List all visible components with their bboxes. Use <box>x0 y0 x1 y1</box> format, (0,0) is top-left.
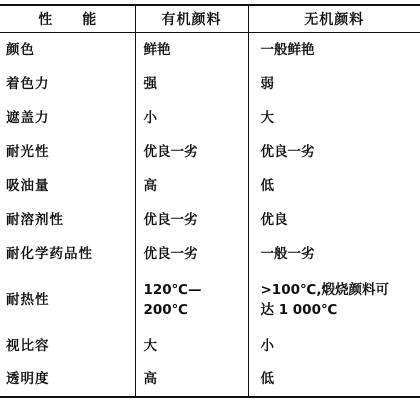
cell-property: 耐化学药品性 <box>6 245 93 262</box>
header-property: 性能 <box>0 5 135 33</box>
table-row <box>0 101 420 135</box>
header-inorganic: 无机颜料 <box>248 5 420 33</box>
cell-property: 耐热性 <box>6 291 50 308</box>
cell-inorganic: 低 <box>248 363 420 397</box>
cell-inorganic-line: 达 1 000℃ <box>260 301 338 318</box>
cell-organic: 小 <box>135 101 248 135</box>
cell-inorganic: 优良一劣 <box>248 135 420 169</box>
table-row <box>0 33 420 67</box>
cell-property: 视比容 <box>6 337 50 354</box>
cell-inorganic: 小 <box>248 329 420 363</box>
cell-inorganic: 大 <box>248 101 420 135</box>
cell-property: 透明度 <box>0 363 135 397</box>
cell-organic: 大 <box>135 329 248 363</box>
header-organic: 有机颜料 <box>135 5 248 33</box>
cell-inorganic: 优良 <box>248 203 420 237</box>
cell-property: 遮盖力 <box>6 109 50 126</box>
cell-property: 耐光性 <box>6 143 50 160</box>
table-row <box>0 271 420 329</box>
pigment-comparison-table <box>0 4 420 398</box>
cell-inorganic: 弱 <box>248 67 420 101</box>
cell-organic <box>135 271 248 329</box>
table-row <box>0 203 420 237</box>
cell-organic: 高 <box>135 169 248 203</box>
cell-organic: 优良一劣 <box>135 135 248 169</box>
cell-property: 着色力 <box>6 75 50 92</box>
cell-organic-line: 120℃— <box>143 281 202 298</box>
cell-organic: 优良一劣 <box>135 237 248 271</box>
table-row <box>0 67 420 101</box>
cell-organic: 高 <box>135 363 248 397</box>
table-row <box>0 329 420 363</box>
table-row <box>0 135 420 169</box>
table-header-row <box>0 5 420 33</box>
cell-inorganic: 一般鲜艳 <box>248 33 420 67</box>
cell-property: 吸油量 <box>6 177 50 194</box>
table-row <box>0 363 420 397</box>
table-body <box>0 33 420 397</box>
cell-organic: 优良一劣 <box>135 203 248 237</box>
cell-organic: 强 <box>135 67 248 101</box>
cell-property: 颜色 <box>6 41 35 58</box>
cell-property: 耐溶剂性 <box>6 211 64 228</box>
cell-inorganic-line: >100℃,煅烧颜料可 <box>260 281 389 298</box>
table-row <box>0 237 420 271</box>
cell-organic: 鲜艳 <box>135 33 248 67</box>
cell-inorganic <box>248 271 420 329</box>
cell-inorganic: 低 <box>248 169 420 203</box>
cell-organic-line: 200℃ <box>143 301 189 318</box>
cell-inorganic: 一般一劣 <box>248 237 420 271</box>
table-row <box>0 169 420 203</box>
